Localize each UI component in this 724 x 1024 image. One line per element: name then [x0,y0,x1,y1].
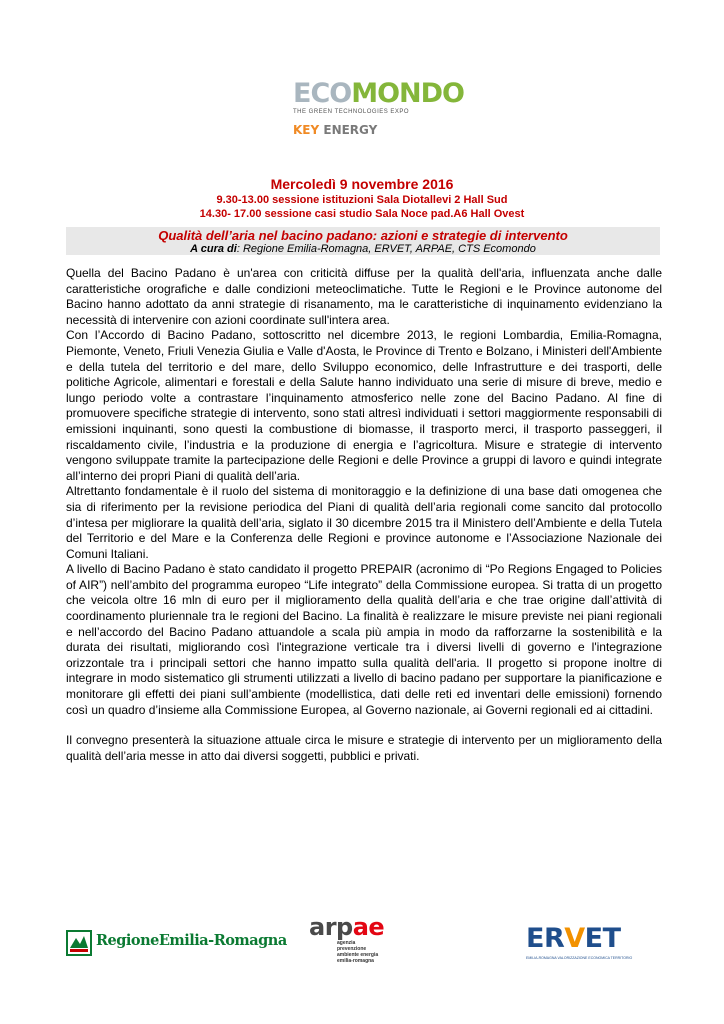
event-date: Mercoledì 9 novembre 2016 [270,176,454,192]
logo-small-print [293,119,443,122]
curated-organizations: : Regione Emilia-Romagna, ERVET, ARPAE, CTS Ecomondo [236,243,536,255]
arpae-wordmark [309,914,409,940]
arpae-logo [309,914,409,974]
arpae-subtitle [337,940,409,964]
region-emblem-icon [66,930,92,956]
session-morning: 9.30-13.00 sessione istituzioni Sala Diotallevi 2 Hall Sud [216,194,508,206]
event-title-box [66,227,660,255]
eco-part: ECO [293,78,352,109]
paragraph-2: Con l’Accordo di Bacino Padano, sottoscritto nel dicembre 2013, le regioni Lombardia, Emilia-Romagna, Piemonte, Veneto, Friuli Venezia Giulia e Valle d'Aosta, le Province di Trento e Bolzano, i Ministeri dell'Ambiente e della tutela del territorio e del mare, dello Sviluppo economico, delle Infrastrutture e dei trasporti, delle politiche Agricole, alimentari e forestali e della Salute hanno individuato una serie di misure di breve, medio e lungo periodo volte a contrastare l’inquinamento atmosferico nelle zone del Bacino Padano. Al fine di promuovere specifiche strategie di intervento, sono stati altresì individuati i settori maggiormente responsabili di emissioni inquinanti, sono questi la combustione di biomasse, il trasporto merci, il trasporto passeggeri, il riscaldamento civile, l’industria e la produzione di energia e l’agricoltura. Misure e strategie di intervento vengono sviluppate tramite la partecipazione delle Regioni e delle Province a gruppi di lavoro e quindi integrate all’interno dei propri Piani di qualità dell’aria. [66,328,662,483]
arpae-sub-line: agenzia [337,940,356,946]
arpae-sub-line: emilia-romagna [337,958,374,964]
event-heading [0,176,724,221]
arpae-sub-line: ambiente energia [337,952,379,958]
energy-part: ENERGY [319,123,378,137]
paragraph-5: Il convegno presenterà la situazione attuale circa le misure e strategie di intervento per un miglioramento della qualità dell’aria messe in atto dai diversi soggetti, pubblici e privati. [66,733,662,763]
key-energy-logo [293,123,443,137]
paragraph-3: Altrettanto fondamentale è il ruolo del sistema di monitoraggio e la definizione di una base dati omogenea che sia di riferimento per la revisione periodica del Piani di qualità dell’aria regionali come sancito dal protocollo d’intesa per migliorare la qualità dell’aria, siglato il 30 dicembre 2015 tra il Ministero dell’Ambiente e della Tutela del Territorio e del Mare e la Conferenza delle Regioni e province autonome e l’Associazione Nazionale dei Comuni Italiani. [66,484,662,561]
ervet-part-1: ER [526,923,565,954]
ecomondo-tagline: THE GREEN TECHNOLOGIES EXPO [293,109,410,115]
ecomondo-logo [293,78,465,137]
regione-emilia-romagna-logo [66,928,287,962]
ervet-wordmark [526,924,641,954]
event-title: Qualità dell’aria nel bacino padano: azioni e strategie di intervento [158,228,568,243]
arpae-sub-line: prevenzione [337,946,367,952]
session-afternoon: 14.30- 17.00 sessione casi studio Sala Noce pad.A6 Hall Ovest [199,208,525,220]
paragraph-1: Quella del Bacino Padano è un'area con criticità diffuse per la qualità dell'aria, influenzata anche dalle caratteristiche orografiche e dalle condizioni meteoclimatiche. Tutte le Regioni e le Province autonome del Bacino hanno adottato da anni strategie di risanamento, ma le caratteristiche di inquinamento evidenziano la necessità di intervenire con azioni coordinate sull'intera area. [66,266,662,327]
ervet-part-3: ET [584,923,621,954]
key-part: KEY [293,123,320,137]
curated-label: A cura di [190,243,237,255]
ecomondo-wordmark [293,78,465,109]
ervet-logo [526,924,641,968]
regione-emilia-romagna-text: RegioneEmilia-Romagna [96,932,287,949]
mondo-part: MONDO [351,78,465,109]
arpae-part-2: ae [352,913,385,941]
curated-by [66,243,660,256]
arpae-part-1: arp [309,913,353,941]
ervet-subtitle: EMILIA-ROMAGNA VALORIZZAZIONE ECONOMICA TERRITORIO [526,956,633,960]
body-text [66,266,662,764]
ervet-part-2: V [564,923,585,954]
paragraph-4: A livello di Bacino Padano è stato candidato il progetto PREPAIR (acronimo di “Po Regions Engaged to Policies of AIR”) nell’ambito del programma europeo “Life integrato” della Commissione europea. Si tratta di un progetto che veicola oltre 16 mln di euro per il miglioramento della qualità dell’aria e che trae origine dall’attività di coordinamento pluriennale tra le regioni del Bacino. La finalità è realizzare le misure previste nei piani regionali e nell’accordo del Bacino Padano attuandole a scala più ampia in modo da rafforzarne la sostenibilità e la durata dei risultati, migliorando così l'integrazione verticale tra i diversi livelli di governo e l'integrazione orizzontale tra i principali settori che hanno impatto sulla qualità dell'aria. Il progetto si propone inoltre di integrare in modo sistematico gli strumenti utilizzati a livello di bacino padano per supportare la pianificazione e monitorare gli effetti dei piani sull’ambiente (modellistica, dati delle reti ed inventari delle emissioni) fornendo così un quadro d’insieme alla Commissione Europea, al Governo nazionale, ai Governi regionali ed ai cittadini. [66,562,662,717]
